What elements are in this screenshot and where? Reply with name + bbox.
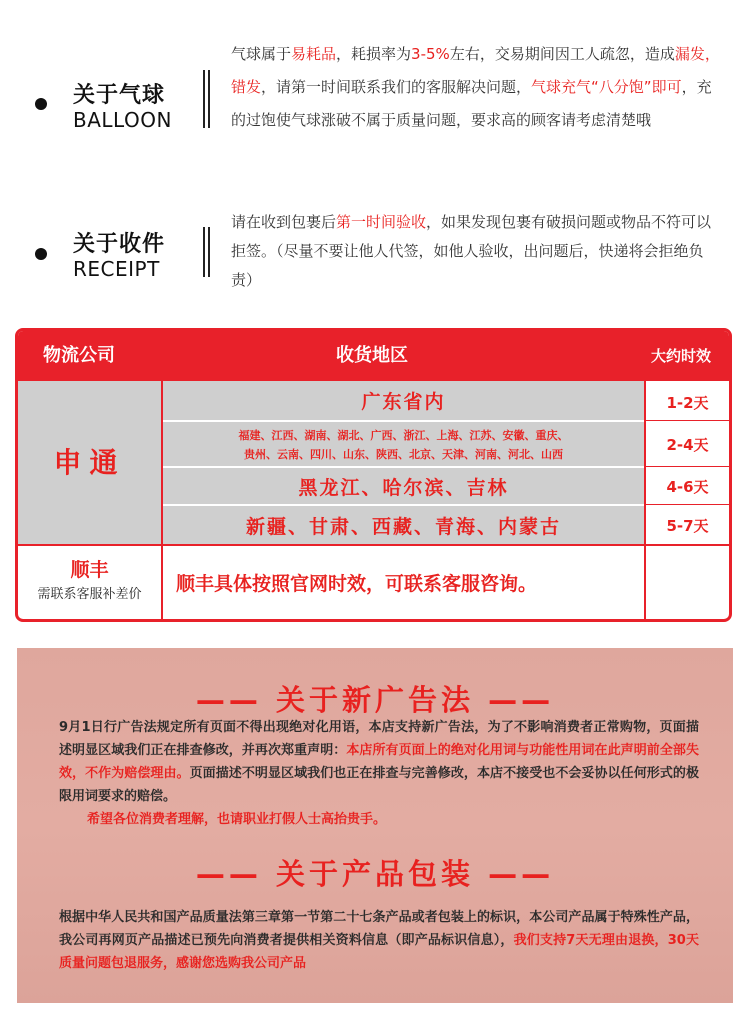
logistics-table [15, 328, 732, 622]
packaging-text-segment: 根据中华人民共和国产品质量法第三章第一节第二十七条产品或者包装上的标识，本公司产品属于特殊性产品，我公司再网页产品描述已预先向消费者提供相关资料信息（即产品标识信息）， [59, 910, 699, 948]
receipt-text-segment: 第一时间验收 [336, 213, 427, 231]
region-row-4: 新疆、甘肃、西藏、青海、内蒙古 [245, 516, 561, 538]
divider-bar [203, 227, 205, 277]
shentong-name: 申通 [53, 446, 126, 479]
receipt-title-en: RECEIPT [73, 257, 160, 281]
header-company: 物流公司 [43, 345, 115, 366]
receipt-text [231, 208, 721, 295]
packaging-title: —— 关于产品包装 —— [195, 857, 555, 891]
table-header [18, 331, 729, 381]
balloon-text-segment: ，请第一时间联系我们的客服解决问题， [261, 78, 532, 96]
divider-bar [208, 227, 210, 277]
header-time: 大约时效 [651, 347, 712, 365]
balloon-text-segment: 气球属于 [231, 45, 292, 63]
divider-bar [208, 70, 210, 128]
balloon-text-segment: 气球充气“八分饱”即可 [531, 78, 682, 96]
adlaw-closing: 希望各位消费者理解，也请职业打假人士高抬贵手。 [87, 812, 387, 827]
region-row-2-line1: 福建、江西、湖南、湖北、广西、浙江、上海、江苏、安徽、重庆、 [238, 429, 569, 442]
region-row-3: 黑龙江、哈尔滨、吉林 [298, 477, 509, 499]
adlaw-text-segment: 本店所有页面上的绝对化用词与功能性用词在此声明前全部失效，不作为赔偿理由。 [59, 743, 699, 781]
row-divider [18, 544, 729, 546]
shunfeng-note: 需联系客服补差价 [37, 587, 142, 602]
time-row-2: 2-4天 [666, 436, 709, 454]
bullet-dot [35, 98, 47, 110]
balloon-text-segment: 易耗品 [291, 45, 337, 63]
time-row-4: 5-7天 [666, 517, 709, 535]
bullet-dot [35, 248, 47, 260]
time-row-1: 1-2天 [666, 394, 709, 412]
row-divider [163, 504, 644, 506]
receipt-text-segment: ，如果发现包裹有破损问题或物品不符可以拒签。（尽量不要让他人代签，如他人验收，出问题后，快递将会拒绝负责） [231, 213, 712, 289]
row-divider [163, 466, 644, 468]
balloon-text-segment: 漏发，错发 [231, 45, 720, 96]
region-row-2-line2: 贵州、云南、四川、山东、陕西、北京、天津、河南、河北、山西 [244, 448, 563, 461]
adlaw-text [59, 716, 699, 808]
balloon-text-segment: ，充的过饱使气球涨破不属于质量问题，要求高的顾客请考虑清楚哦 [231, 78, 712, 129]
time-divider [646, 466, 729, 467]
adlaw-title: —— 关于新广告法 —— [195, 683, 555, 717]
region-row-1: 广东省内 [361, 391, 446, 413]
balloon-text-segment: 3-5% [411, 45, 450, 63]
receipt-title-cn: 关于收件 [73, 232, 166, 257]
header-region: 收货地区 [336, 345, 408, 366]
notice-panel [17, 648, 733, 1003]
divider-bar [203, 70, 205, 128]
time-row-3: 4-6天 [666, 478, 709, 496]
shunfeng-desc: 顺丰具体按照官网时效，可联系客服咨询。 [176, 573, 538, 595]
balloon-text [231, 38, 721, 137]
packaging-text [59, 906, 699, 975]
col-divider [161, 381, 163, 622]
receipt-text-segment: 请在收到包裹后 [231, 213, 337, 231]
balloon-title-cn: 关于气球 [73, 83, 166, 108]
shunfeng-name: 顺丰 [70, 559, 109, 581]
balloon-title-en: BALLOON [73, 108, 172, 132]
balloon-text-segment: 左右，交易期间因工人疏忽，造成 [449, 45, 675, 63]
adlaw-text-segment: 9月1日行广告法规定所有页面不得出现绝对化用语，本店支持新广告法，为了不影响消费者正常购物，页面描述明显区域我们正在排查修改，并再次郑重声明： [59, 720, 699, 758]
row-divider [163, 420, 644, 422]
balloon-text-segment: ，耗损率为 [336, 45, 412, 63]
time-divider [646, 504, 729, 505]
time-divider [646, 420, 729, 421]
adlaw-text-segment: 页面描述不明显区域我们也正在排查与完善修改，本店不接受也不会妥协以任何形式的极限用词要求的赔偿。 [59, 766, 699, 804]
packaging-text-segment: 我们支持7天无理由退换，30天质量问题包退服务，感谢您选购我公司产品 [59, 933, 699, 971]
